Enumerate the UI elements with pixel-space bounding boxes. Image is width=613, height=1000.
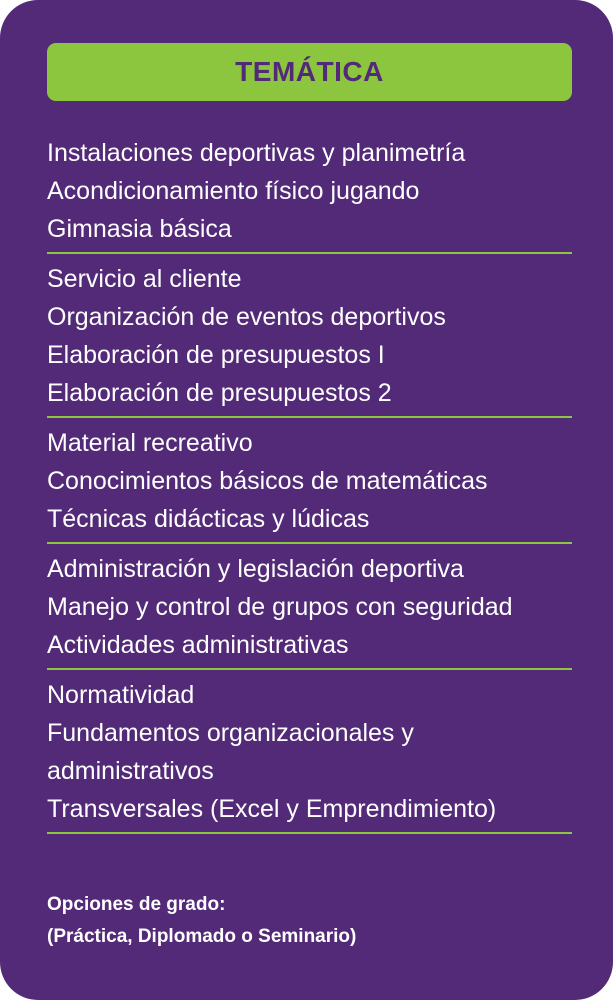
- topic-groups: [47, 134, 613, 840]
- topic-item: Técnicas didácticas y lúdicas: [47, 505, 370, 533]
- topic-item: Fundamentos organizacionales y: [47, 719, 414, 747]
- degree-options-title: Opciones de grado:: [47, 894, 226, 915]
- topic-group-5: [47, 676, 572, 834]
- topic-item: Servicio al cliente: [47, 265, 242, 293]
- topic-item: Organización de eventos deportivos: [47, 303, 446, 331]
- degree-options-list: (Práctica, Diplomado o Seminario): [47, 926, 357, 947]
- header-title: TEMÁTICA: [235, 56, 384, 87]
- topic-item: Material recreativo: [47, 429, 253, 457]
- topic-item: Acondicionamiento físico jugando: [47, 177, 420, 205]
- topic-item: Normatividad: [47, 681, 195, 709]
- topic-group-4: [47, 550, 572, 670]
- topic-group-2: [47, 260, 572, 418]
- topic-item: Actividades administrativas: [47, 631, 349, 659]
- topic-item: Instalaciones deportivas y planimetría: [47, 139, 466, 167]
- topic-item: Transversales (Excel y Emprendimiento): [47, 795, 497, 823]
- topic-group-3: [47, 424, 572, 544]
- topic-item: Elaboración de presupuestos I: [47, 341, 385, 369]
- topic-item: Conocimientos básicos de matemáticas: [47, 467, 488, 495]
- tematica-header: [47, 43, 572, 101]
- topic-item: Gimnasia básica: [47, 215, 232, 243]
- topic-group-1: [47, 134, 572, 254]
- topic-item: Administración y legislación deportiva: [47, 555, 464, 583]
- topic-item: Elaboración de presupuestos 2: [47, 379, 392, 407]
- topic-item: Manejo y control de grupos con seguridad: [47, 593, 513, 621]
- degree-options: [47, 889, 587, 953]
- topic-item: administrativos: [47, 757, 214, 785]
